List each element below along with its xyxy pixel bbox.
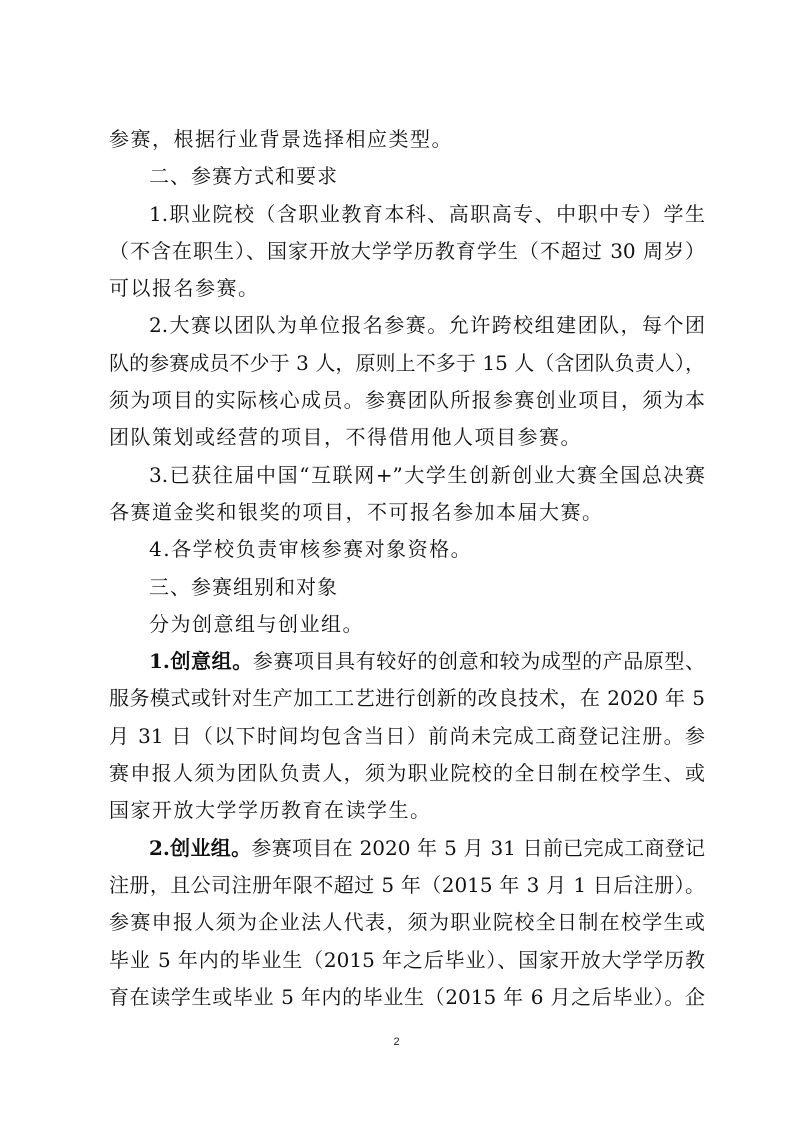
paragraph-text: 参赛项目在 2020 年 5 月 31 日前已完成工商登记 <box>251 835 705 860</box>
paragraph-line <box>109 643 705 680</box>
paragraph-line: 国家开放大学学历教育在读学生。 <box>109 798 432 823</box>
paragraph-line: 月 31 日（以下时间均包含当日）前尚未完成工商登记注册。参 <box>109 723 705 748</box>
paragraph-line: 赛申报人须为团队负责人，须为职业院校的全日制在校学生、或 <box>109 761 705 786</box>
section-heading-2: 二、参赛方式和要求 <box>149 164 338 189</box>
paragraph-line <box>109 830 705 867</box>
paragraph-line: 1.职业院校（含职业教育本科、高职高专、中职中专）学生 <box>149 201 705 226</box>
paragraph-line: 须为项目的实际核心成员。参赛团队所报参赛创业项目，须为本 <box>109 388 705 413</box>
paragraph-line: 注册，且公司注册年限不超过 5 年（2015 年 3 月 1 日后注册）。 <box>109 872 705 897</box>
page-number: 2 <box>393 1036 400 1048</box>
paragraph-line: 2.大赛以团队为单位报名参赛。允许跨校组建团队，每个团 <box>149 313 705 338</box>
paragraph-line: 可以报名参赛。 <box>109 276 260 301</box>
body-text <box>109 121 705 1016</box>
paragraph-line: 队的参赛成员不少于 3 人，原则上不多于 15 人（含团队负责人）， <box>109 350 705 375</box>
paragraph-line: 参赛申报人须为企业法人代表，须为职业院校全日制在校学生或 <box>109 910 705 935</box>
section-heading-3: 三、参赛组别和对象 <box>149 574 338 599</box>
paragraph-line: 毕业 5 年内的毕业生（2015 年之后毕业）、国家开放大学学历教 <box>109 947 705 972</box>
paragraph-line: 各赛道金奖和银奖的项目，不可报名参加本届大赛。 <box>109 499 604 524</box>
paragraph-line: 参赛，根据行业背景选择相应类型。 <box>109 127 453 151</box>
paragraph-line: 育在读学生或毕业 5 年内的毕业生（2015 年 6 月之后毕业）。企 <box>109 984 705 1009</box>
paragraph-line: 服务模式或针对生产加工工艺进行创新的改良技术，在 2020 年 5 <box>109 686 705 711</box>
paragraph-text: 参赛项目具有较好的创意和较为成型的产品原型、 <box>252 649 705 674</box>
paragraph-line: 团队策划或经营的项目，不得借用他人项目参赛。 <box>109 425 582 450</box>
creative-group-label: 1.创意组。 <box>149 649 253 674</box>
paragraph-line: 3.已获往届中国“互联网+”大学生创新创业大赛全国总决赛 <box>149 462 705 487</box>
paragraph-line: 分为创意组与创业组。 <box>149 611 364 636</box>
paragraph-line: （不含在职生）、国家开放大学学历教育学生（不超过 30 周岁） <box>109 238 705 263</box>
startup-group-label: 2.创业组。 <box>149 835 252 860</box>
paragraph-line: 4.各学校负责审核参赛对象资格。 <box>149 537 473 562</box>
